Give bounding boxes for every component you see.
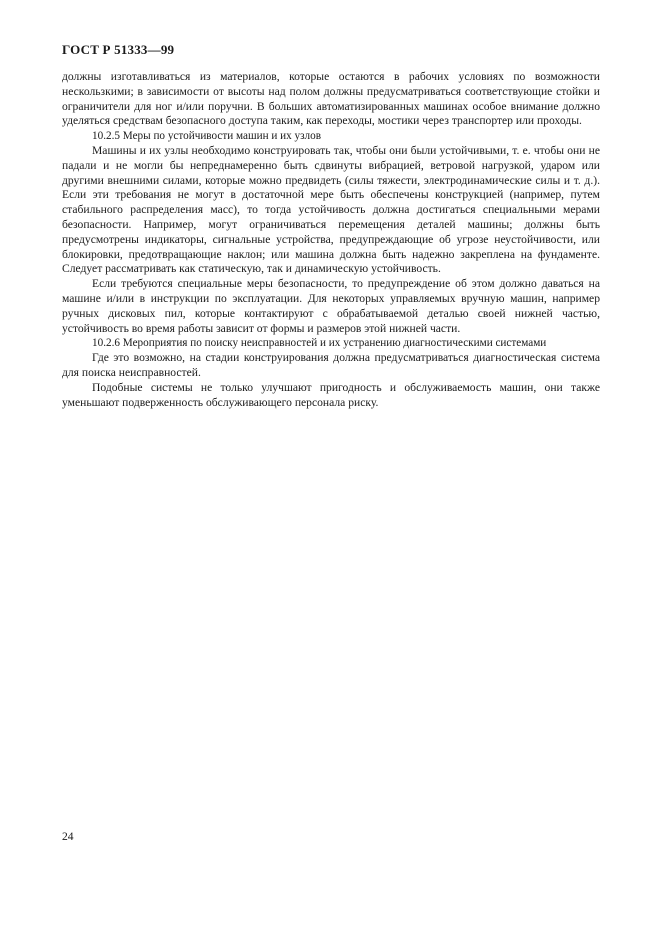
document-body [62,70,600,410]
paragraph-stability: Машины и их узлы необходимо конструировать так, чтобы они были устойчивыми, т. е. чтобы они не падали и не могли бы непреднамеренно быть сдвинуты вибрацией, ветровой нагрузкой, ударом или другими внешними силами, которые можно предвидеть (силы тяжести, электродинамические силы и т. д.). Если эти требования не могут в достаточной мере быть обеспечены конструкцией (например, путем стабильного распределения масс), то тогда устойчивость должна достигаться специальными мерами безопасности. Например, могут ограничиваться перемещения деталей машины; должны быть предусмотрены индикаторы, сигнальные устройства, предупреждающие об угрозе неустойчивости, или блокировки, предотвращающие наклон; или машина должна быть надежно закреплена на фундаменте. Следует рассматривать как статическую, так и динамическую устойчивость. [62,143,600,276]
paragraph-continued: должны изготавливаться из материалов, которые остаются в рабочих условиях по возможности нескользкими; в зависимости от высоты над полом должны предусматриваться соответствующие стойки и ограничители для ног и/или поручни. В больших автоматизированных машинах особое внимание должно уделяться средствам безопасного доступа таким, как переходы, мостики через транспортер или проходы. [62,70,600,128]
paragraph-safety-warning: Если требуются специальные меры безопасности, то предупреждение об этом должно даваться на машине и/или в инструкции по эксплуатации. Для некоторых управляемых вручную машин, например ручных дисковых пил, которые контактируют с обрабатываемой деталью своей нижней частью, устойчивость во время работы зависит от формы и размеров этой нижней части. [62,277,600,335]
paragraph-diagnostics: Где это возможно, на стадии конструирования должна предусматриваться диагностическая система для поиска неисправностей. [62,351,600,379]
page-number: 24 [62,830,74,843]
section-heading-10-2-5: 10.2.5 Меры по устойчивости машин и их узлов [92,130,322,143]
document-header: ГОСТ Р 51333—99 [62,42,175,57]
section-heading-10-2-6: 10.2.6 Мероприятия по поиску неисправностей и их устранению диагностическими системами [92,337,547,350]
paragraph-benefits: Подобные системы не только улучшают пригодность и обслуживаемость машин, они также уменьшают подверженность обслуживающего персонала риску. [62,380,600,409]
